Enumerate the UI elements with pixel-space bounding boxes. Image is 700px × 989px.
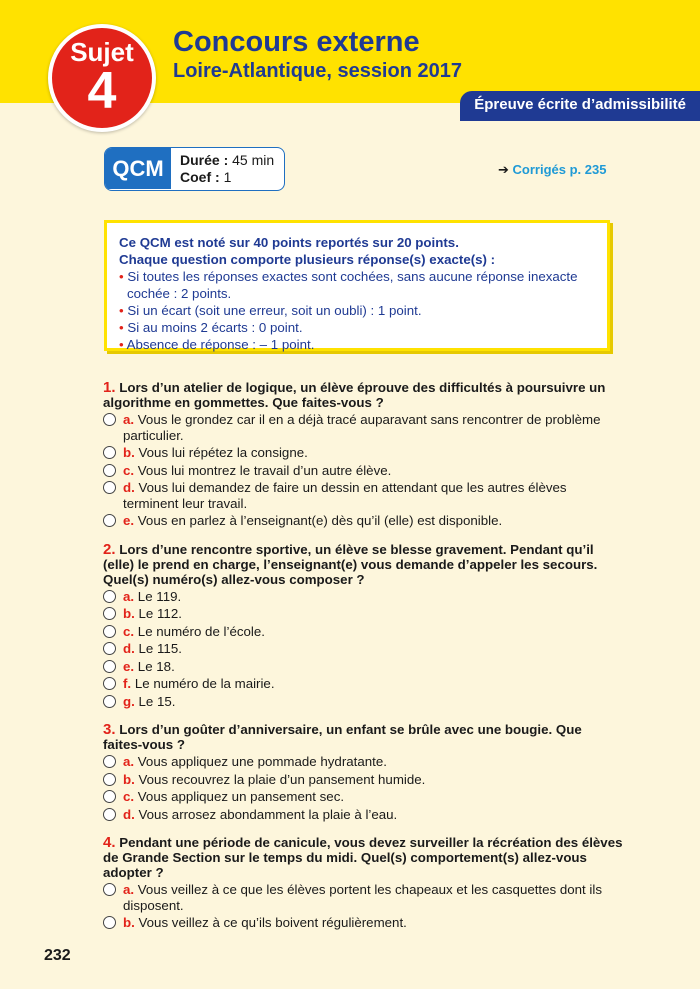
radio-button[interactable]: [103, 590, 116, 603]
answer-option[interactable]: [103, 641, 623, 657]
answer-option[interactable]: [103, 513, 623, 529]
option-text: Vous arrosez abondamment la plaie à l’eau.: [138, 806, 398, 822]
rules-item-text: Si toutes les réponses exactes sont cochées, sans aucune réponse inexacte cochée : 2 points.: [127, 269, 578, 301]
answer-option[interactable]: [103, 624, 623, 640]
sujet-number: 4: [87, 62, 117, 120]
question-text: Lors d’une rencontre sportive, un élève se blesse gravement. Pendant qu’il (elle) le prend en charge, l’enseignant(e) vous demande d’appeler les secours. Quel(s) numéro(s) allez-vous composer ?: [103, 541, 598, 587]
radio-button[interactable]: [103, 677, 116, 690]
rules-item: [119, 268, 595, 302]
questions-list: [103, 380, 623, 931]
rules-item-text: Si un écart (soit une erreur, soit un oubli) : 1 point.: [127, 303, 422, 318]
option-letter: b.: [123, 445, 135, 460]
option-letter: e.: [123, 658, 135, 674]
corriges-link[interactable]: [498, 162, 606, 178]
sujet-badge: [48, 24, 156, 132]
option-letter: a.: [123, 754, 135, 769]
question-heading: [103, 835, 623, 880]
question-number: 1.: [103, 379, 116, 396]
answer-option[interactable]: [103, 772, 623, 788]
option-letter: b.: [123, 771, 135, 787]
radio-button[interactable]: [103, 695, 116, 708]
question-4: [103, 835, 623, 931]
option-text: Vous en parlez à l’enseignant(e) dès qu’il (elle) est disponible.: [137, 513, 503, 528]
rules-item: [119, 336, 595, 353]
option-text: Vous veillez à ce que les élèves portent les chapeaux et les casquettes dont ils disposent.: [123, 882, 602, 913]
arrow-right-icon: ➔: [498, 162, 509, 177]
option-text: Le 15.: [138, 693, 176, 709]
page-number: 232: [44, 947, 71, 964]
answer-option[interactable]: [103, 676, 623, 692]
option-letter: c.: [123, 623, 135, 639]
option-letter: b.: [123, 606, 135, 621]
option-letter: a.: [123, 588, 135, 604]
answer-option[interactable]: [103, 606, 623, 622]
radio-button[interactable]: [103, 883, 116, 896]
radio-button[interactable]: [103, 625, 116, 638]
answer-option[interactable]: [103, 807, 623, 823]
option-letter: a.: [123, 412, 135, 427]
sujet-word: Sujet: [70, 37, 134, 67]
option-text: Vous appliquez un pansement sec.: [137, 789, 345, 804]
answer-option[interactable]: [103, 480, 623, 511]
radio-button[interactable]: [103, 481, 116, 494]
answer-option[interactable]: [103, 915, 623, 931]
radio-button[interactable]: [103, 755, 116, 768]
option-text: Le 112.: [138, 606, 182, 621]
option-text: Le 18.: [137, 658, 175, 674]
radio-button[interactable]: [103, 464, 116, 477]
option-letter: c.: [123, 462, 135, 478]
epreuve-tab: Épreuve écrite d’admissibilité: [460, 91, 700, 121]
answer-option[interactable]: [103, 445, 623, 461]
radio-button[interactable]: [103, 660, 116, 673]
qcm-label: QCM: [105, 148, 171, 189]
option-text: Le numéro de l’école.: [137, 623, 265, 639]
option-text: Vous lui demandez de faire un dessin en attendant que les autres élèves terminent leur travail.: [123, 480, 567, 511]
radio-button[interactable]: [103, 607, 116, 620]
option-letter: g.: [123, 693, 135, 709]
option-letter: d.: [123, 806, 135, 822]
rules-line-2: Chaque question comporte plusieurs réponse(s) exacte(s) :: [119, 252, 496, 267]
answer-option[interactable]: [103, 789, 623, 805]
option-letter: f.: [123, 676, 132, 691]
option-text: Vous lui répétez la consigne.: [138, 445, 308, 460]
option-text: Le numéro de la mairie.: [134, 676, 275, 691]
option-letter: a.: [123, 882, 135, 897]
option-text: Vous recouvrez la plaie d’un pansement humide.: [138, 771, 426, 787]
question-heading: [103, 542, 623, 587]
page-subtitle: Loire-Atlantique, session 2017: [173, 60, 462, 82]
qcm-info-box: [104, 147, 285, 191]
rules-item-text: Absence de réponse : – 1 point.: [126, 337, 315, 352]
page-title: Concours externe: [173, 26, 420, 58]
answer-option[interactable]: [103, 882, 623, 913]
option-letter: c.: [123, 789, 135, 804]
option-letter: b.: [123, 915, 135, 930]
rules-item: [119, 319, 595, 336]
radio-button[interactable]: [103, 808, 116, 821]
question-number: 3.: [103, 721, 116, 738]
answer-option[interactable]: [103, 754, 623, 770]
option-text: Le 119.: [137, 588, 182, 604]
option-text: Le 115.: [138, 641, 182, 656]
answer-option[interactable]: [103, 694, 623, 710]
duree-label: Durée :: [180, 152, 229, 168]
question-1: [103, 380, 623, 529]
qcm-details: [180, 152, 274, 186]
answer-option[interactable]: [103, 412, 623, 443]
duree-value: 45 min: [232, 152, 275, 168]
option-letter: e.: [123, 513, 135, 528]
answer-option[interactable]: [103, 659, 623, 675]
question-number: 4.: [103, 834, 116, 851]
bullet-icon: •: [119, 303, 124, 318]
bullet-icon: •: [119, 320, 124, 335]
radio-button[interactable]: [103, 790, 116, 803]
radio-button[interactable]: [103, 446, 116, 459]
question-heading: [103, 722, 623, 752]
bullet-icon: •: [119, 337, 124, 352]
option-text: Vous veillez à ce qu’ils boivent régulièrement.: [138, 915, 407, 930]
option-letter: d.: [123, 641, 135, 656]
radio-button[interactable]: [103, 642, 116, 655]
coef-label: Coef :: [180, 169, 220, 185]
rules-item: [119, 302, 595, 319]
question-2: [103, 542, 623, 710]
answer-option[interactable]: [103, 463, 623, 479]
question-3: [103, 722, 623, 822]
rules-list: [119, 268, 595, 353]
question-heading: [103, 380, 623, 410]
scoring-rules-box: [104, 220, 610, 351]
option-letter: d.: [123, 480, 135, 495]
radio-button[interactable]: [103, 514, 116, 527]
option-text: Vous le grondez car il en a déjà tracé auparavant sans rencontrer de problème particulier.: [123, 412, 601, 443]
option-text: Vous lui montrez le travail d’un autre élève.: [137, 462, 392, 478]
question-text: Pendant une période de canicule, vous devez surveiller la récréation des élèves de Grande Section sur le temps du midi. Quel(s) comportement(s) allez-vous adopter ?: [103, 835, 623, 880]
corriges-text: Corrigés p. 235: [512, 162, 607, 177]
rules-line-1: Ce QCM est noté sur 40 points reportés sur 20 points.: [119, 235, 459, 250]
bullet-icon: •: [119, 269, 124, 284]
coef-value: 1: [223, 169, 232, 185]
option-text: Vous appliquez une pommade hydratante.: [137, 754, 387, 769]
radio-button[interactable]: [103, 413, 116, 426]
answer-option[interactable]: [103, 589, 623, 605]
question-number: 2.: [103, 540, 116, 558]
radio-button[interactable]: [103, 773, 116, 786]
question-text: Lors d’un atelier de logique, un élève éprouve des difficultés à poursuivre un algorithme en gommettes. Que faites-vous ?: [103, 380, 606, 410]
question-text: Lors d’un goûter d’anniversaire, un enfant se brûle avec une bougie. Que faites-vous ?: [103, 722, 582, 752]
radio-button[interactable]: [103, 916, 116, 929]
rules-item-text: Si au moins 2 écarts : 0 point.: [127, 320, 303, 335]
